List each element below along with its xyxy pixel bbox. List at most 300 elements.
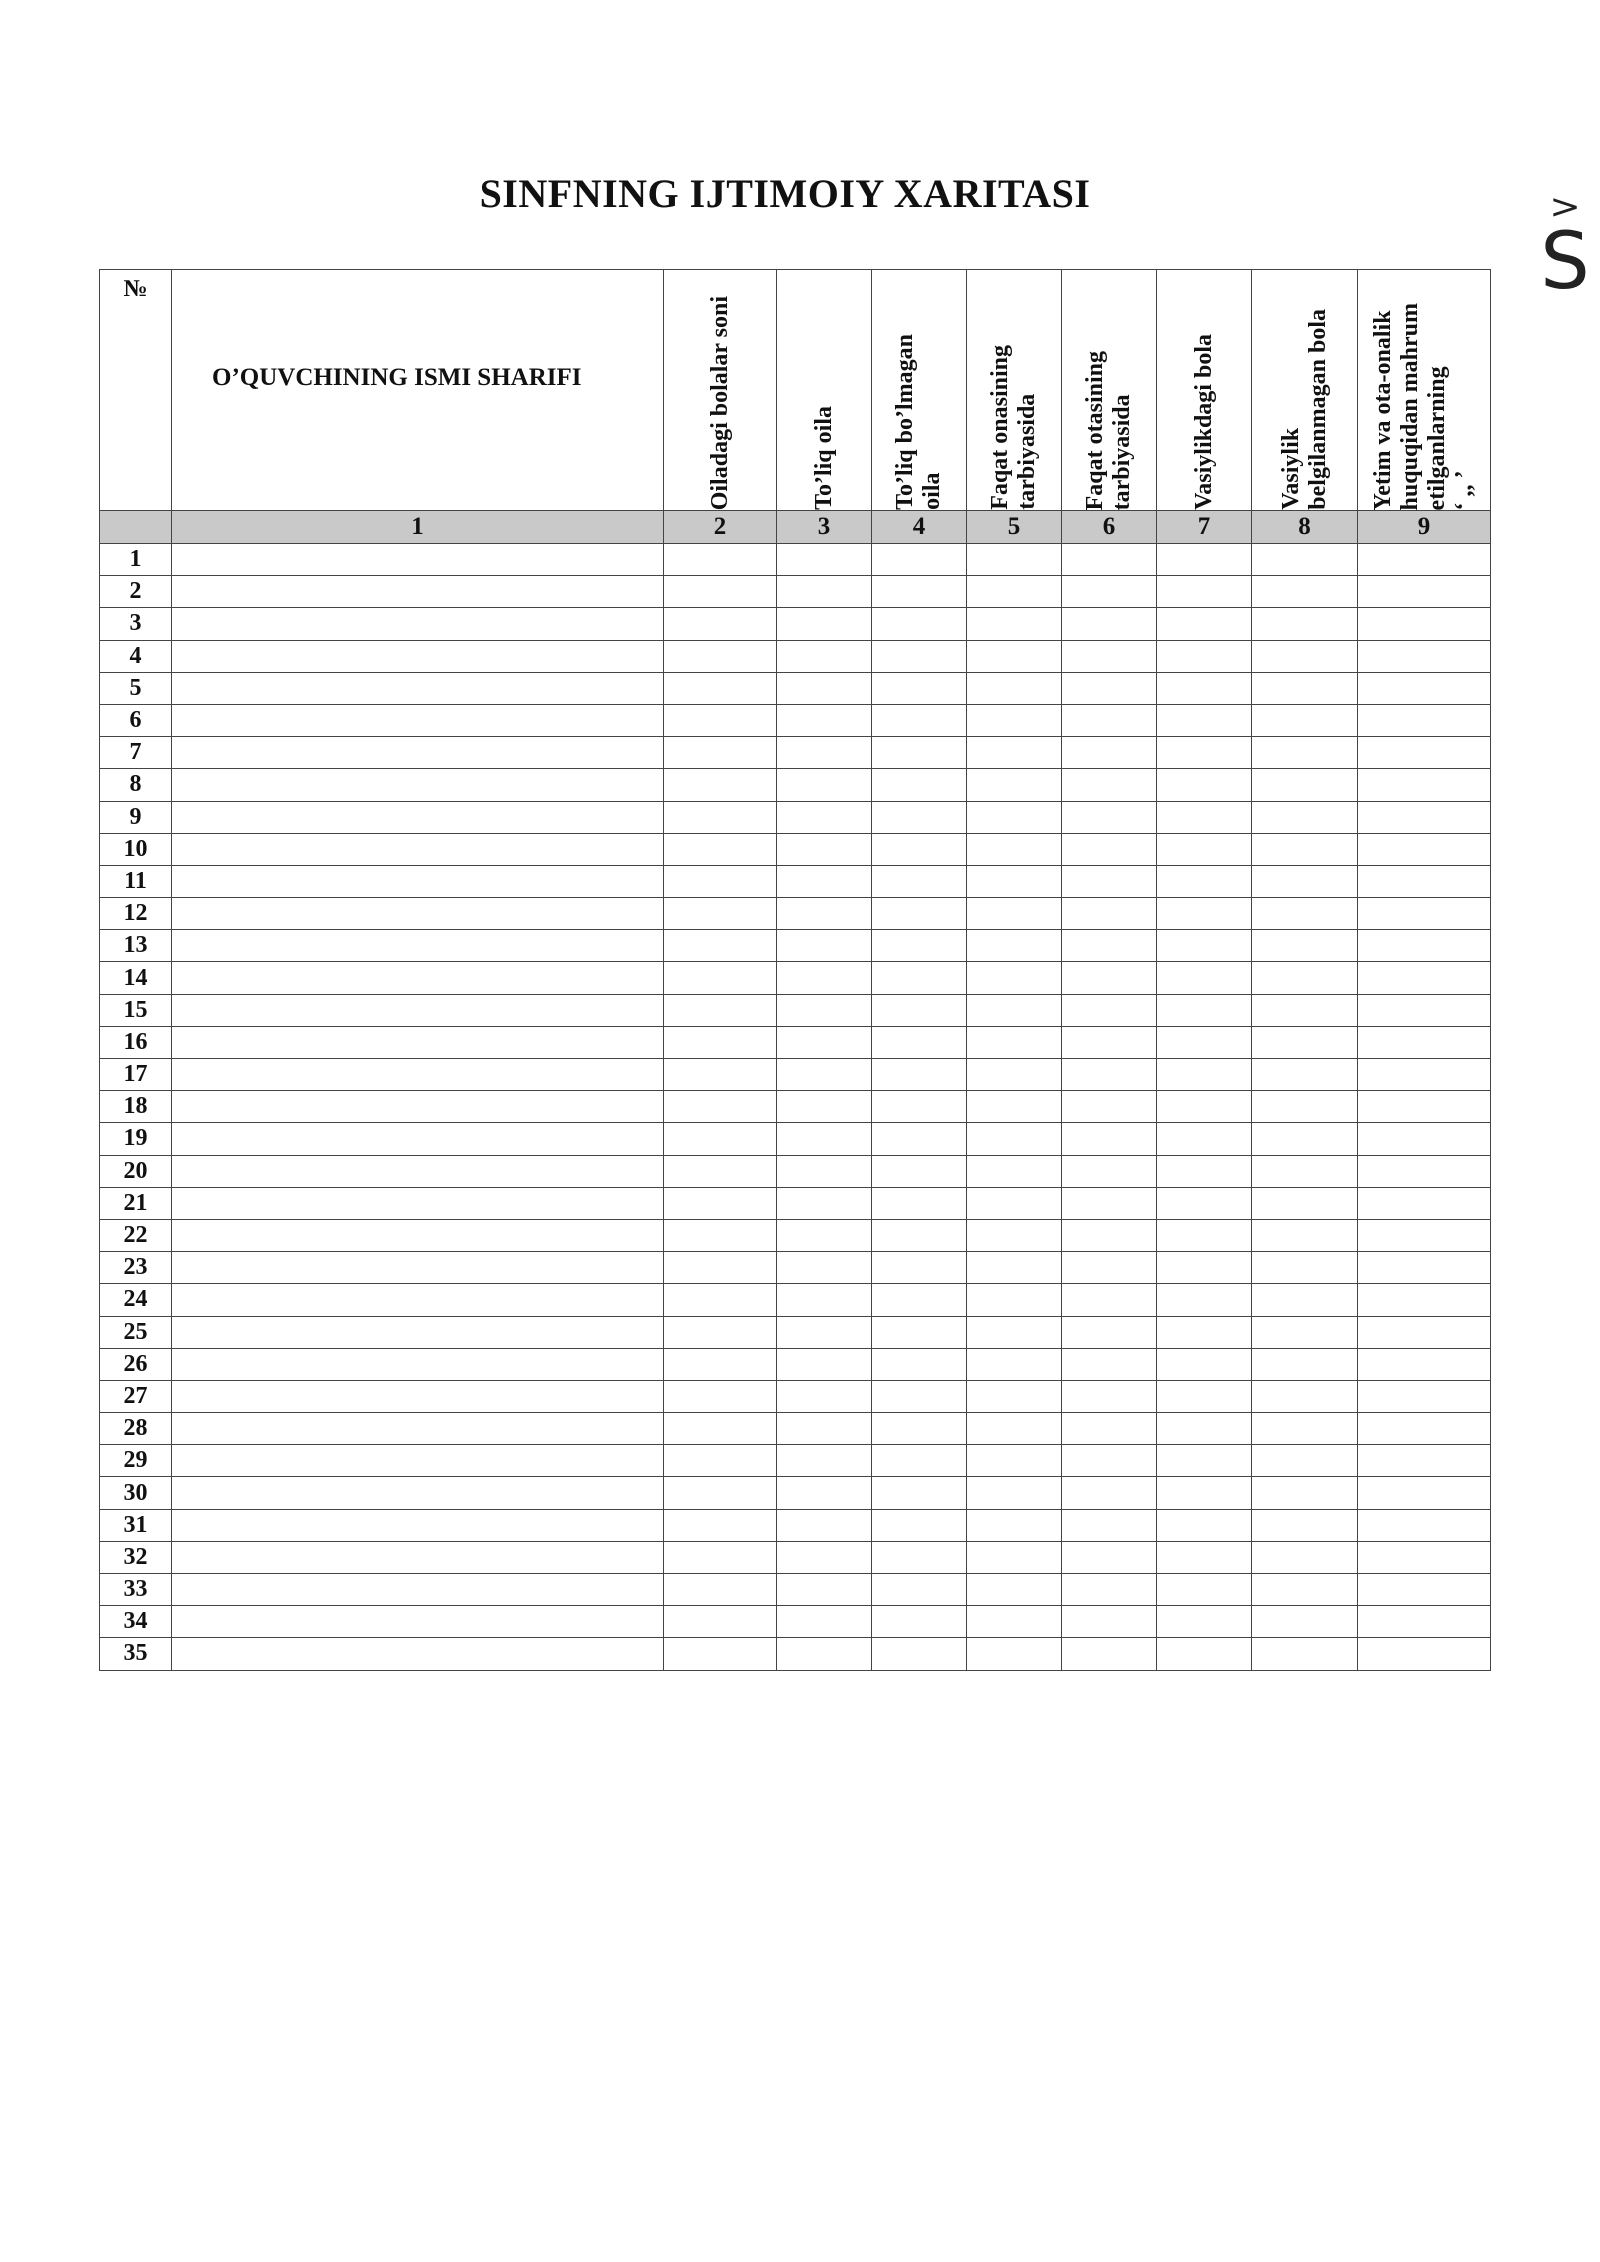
table-cell[interactable] (1157, 833, 1252, 865)
table-cell[interactable] (1252, 1219, 1358, 1251)
table-cell[interactable] (872, 801, 967, 833)
table-cell[interactable] (872, 1413, 967, 1445)
table-cell[interactable] (777, 833, 872, 865)
table-cell[interactable] (1062, 1445, 1157, 1477)
student-name-cell[interactable] (172, 1445, 664, 1477)
table-cell[interactable] (777, 544, 872, 576)
table-cell[interactable] (1358, 1284, 1491, 1316)
table-cell[interactable] (1252, 1445, 1358, 1477)
table-cell[interactable] (872, 962, 967, 994)
table-cell[interactable] (1062, 737, 1157, 769)
table-cell[interactable] (777, 672, 872, 704)
table-cell[interactable] (1252, 898, 1358, 930)
table-cell[interactable] (777, 576, 872, 608)
table-cell[interactable] (967, 1252, 1062, 1284)
table-cell[interactable] (777, 1413, 872, 1445)
table-cell[interactable] (1157, 1541, 1252, 1573)
table-cell[interactable] (967, 1509, 1062, 1541)
table-cell[interactable] (1252, 769, 1358, 801)
student-name-cell[interactable] (172, 930, 664, 962)
table-cell[interactable] (1062, 1477, 1157, 1509)
table-cell[interactable] (872, 1252, 967, 1284)
student-name-cell[interactable] (172, 544, 664, 576)
table-cell[interactable] (872, 1509, 967, 1541)
table-cell[interactable] (1252, 1541, 1358, 1573)
table-cell[interactable] (872, 704, 967, 736)
table-cell[interactable] (1252, 1187, 1358, 1219)
table-cell[interactable] (1157, 1316, 1252, 1348)
table-cell[interactable] (1358, 994, 1491, 1026)
table-cell[interactable] (664, 704, 777, 736)
student-name-cell[interactable] (172, 1638, 664, 1670)
student-name-cell[interactable] (172, 1123, 664, 1155)
table-cell[interactable] (1062, 898, 1157, 930)
table-cell[interactable] (872, 1445, 967, 1477)
table-cell[interactable] (1157, 1509, 1252, 1541)
table-cell[interactable] (1358, 1091, 1491, 1123)
table-cell[interactable] (1358, 1509, 1491, 1541)
table-cell[interactable] (1358, 704, 1491, 736)
table-cell[interactable] (664, 1477, 777, 1509)
table-cell[interactable] (1252, 1574, 1358, 1606)
table-cell[interactable] (777, 1509, 872, 1541)
table-cell[interactable] (872, 1187, 967, 1219)
table-cell[interactable] (1358, 640, 1491, 672)
table-cell[interactable] (777, 1348, 872, 1380)
table-cell[interactable] (1157, 1284, 1252, 1316)
student-name-cell[interactable] (172, 608, 664, 640)
table-cell[interactable] (664, 1059, 777, 1091)
table-cell[interactable] (967, 608, 1062, 640)
student-name-cell[interactable] (172, 1574, 664, 1606)
table-cell[interactable] (664, 865, 777, 897)
table-cell[interactable] (1062, 1284, 1157, 1316)
table-cell[interactable] (1157, 1380, 1252, 1412)
table-cell[interactable] (1252, 672, 1358, 704)
student-name-cell[interactable] (172, 801, 664, 833)
table-cell[interactable] (1252, 1509, 1358, 1541)
table-cell[interactable] (967, 769, 1062, 801)
table-cell[interactable] (777, 1284, 872, 1316)
table-cell[interactable] (1358, 672, 1491, 704)
table-cell[interactable] (664, 1606, 777, 1638)
table-cell[interactable] (1157, 1638, 1252, 1670)
table-cell[interactable] (664, 1445, 777, 1477)
table-cell[interactable] (967, 704, 1062, 736)
table-cell[interactable] (1358, 962, 1491, 994)
table-cell[interactable] (967, 1445, 1062, 1477)
table-cell[interactable] (777, 1026, 872, 1058)
table-cell[interactable] (1157, 1155, 1252, 1187)
table-cell[interactable] (967, 1606, 1062, 1638)
table-cell[interactable] (1252, 1348, 1358, 1380)
table-cell[interactable] (664, 1574, 777, 1606)
table-cell[interactable] (872, 1059, 967, 1091)
table-cell[interactable] (664, 1091, 777, 1123)
table-cell[interactable] (872, 1380, 967, 1412)
table-cell[interactable] (1358, 1155, 1491, 1187)
student-name-cell[interactable] (172, 737, 664, 769)
table-cell[interactable] (1358, 1413, 1491, 1445)
table-cell[interactable] (967, 737, 1062, 769)
table-cell[interactable] (1062, 1026, 1157, 1058)
table-cell[interactable] (1157, 544, 1252, 576)
table-cell[interactable] (967, 1155, 1062, 1187)
table-cell[interactable] (967, 1187, 1062, 1219)
table-cell[interactable] (1252, 1059, 1358, 1091)
table-cell[interactable] (1062, 1187, 1157, 1219)
student-name-cell[interactable] (172, 865, 664, 897)
table-cell[interactable] (1157, 1252, 1252, 1284)
table-cell[interactable] (664, 640, 777, 672)
table-cell[interactable] (1157, 608, 1252, 640)
table-cell[interactable] (1062, 769, 1157, 801)
table-cell[interactable] (1358, 1252, 1491, 1284)
table-cell[interactable] (967, 544, 1062, 576)
table-cell[interactable] (664, 1219, 777, 1251)
student-name-cell[interactable] (172, 1541, 664, 1573)
table-cell[interactable] (1157, 994, 1252, 1026)
table-cell[interactable] (1157, 801, 1252, 833)
table-cell[interactable] (967, 640, 1062, 672)
table-cell[interactable] (777, 1541, 872, 1573)
student-name-cell[interactable] (172, 1187, 664, 1219)
table-cell[interactable] (777, 801, 872, 833)
table-cell[interactable] (1157, 962, 1252, 994)
table-cell[interactable] (967, 1284, 1062, 1316)
student-name-cell[interactable] (172, 833, 664, 865)
table-cell[interactable] (1157, 1574, 1252, 1606)
table-cell[interactable] (1252, 930, 1358, 962)
table-cell[interactable] (1062, 1606, 1157, 1638)
table-cell[interactable] (872, 1026, 967, 1058)
table-cell[interactable] (872, 994, 967, 1026)
table-cell[interactable] (1157, 1219, 1252, 1251)
table-cell[interactable] (967, 1316, 1062, 1348)
table-cell[interactable] (1252, 1413, 1358, 1445)
table-cell[interactable] (1252, 704, 1358, 736)
table-cell[interactable] (1252, 1123, 1358, 1155)
table-cell[interactable] (872, 1284, 967, 1316)
table-cell[interactable] (1358, 1541, 1491, 1573)
table-cell[interactable] (967, 1219, 1062, 1251)
table-cell[interactable] (872, 1606, 967, 1638)
table-cell[interactable] (1062, 1316, 1157, 1348)
table-cell[interactable] (777, 1316, 872, 1348)
table-cell[interactable] (1157, 737, 1252, 769)
student-name-cell[interactable] (172, 898, 664, 930)
table-cell[interactable] (1358, 1059, 1491, 1091)
table-cell[interactable] (967, 930, 1062, 962)
table-cell[interactable] (872, 1155, 967, 1187)
table-cell[interactable] (777, 1091, 872, 1123)
table-cell[interactable] (967, 833, 1062, 865)
table-cell[interactable] (967, 994, 1062, 1026)
table-cell[interactable] (1062, 801, 1157, 833)
table-cell[interactable] (1157, 1606, 1252, 1638)
table-cell[interactable] (777, 640, 872, 672)
table-cell[interactable] (664, 833, 777, 865)
table-cell[interactable] (664, 769, 777, 801)
student-name-cell[interactable] (172, 1606, 664, 1638)
table-cell[interactable] (664, 1026, 777, 1058)
table-cell[interactable] (664, 544, 777, 576)
table-cell[interactable] (777, 1477, 872, 1509)
table-cell[interactable] (777, 1059, 872, 1091)
student-name-cell[interactable] (172, 1252, 664, 1284)
table-cell[interactable] (1157, 1348, 1252, 1380)
table-cell[interactable] (1062, 640, 1157, 672)
table-cell[interactable] (664, 1638, 777, 1670)
table-cell[interactable] (1157, 640, 1252, 672)
table-cell[interactable] (1358, 544, 1491, 576)
table-cell[interactable] (664, 1509, 777, 1541)
table-cell[interactable] (1252, 1284, 1358, 1316)
student-name-cell[interactable] (172, 640, 664, 672)
table-cell[interactable] (872, 1348, 967, 1380)
table-cell[interactable] (872, 544, 967, 576)
table-cell[interactable] (1358, 1316, 1491, 1348)
table-cell[interactable] (872, 576, 967, 608)
table-cell[interactable] (1252, 1638, 1358, 1670)
table-cell[interactable] (872, 930, 967, 962)
table-cell[interactable] (967, 1477, 1062, 1509)
table-cell[interactable] (1062, 576, 1157, 608)
table-cell[interactable] (872, 1638, 967, 1670)
table-cell[interactable] (1358, 737, 1491, 769)
table-cell[interactable] (1358, 833, 1491, 865)
table-cell[interactable] (967, 672, 1062, 704)
student-name-cell[interactable] (172, 1219, 664, 1251)
table-cell[interactable] (777, 1380, 872, 1412)
table-cell[interactable] (777, 737, 872, 769)
table-cell[interactable] (1252, 737, 1358, 769)
table-cell[interactable] (872, 1316, 967, 1348)
table-cell[interactable] (1157, 930, 1252, 962)
table-cell[interactable] (1358, 930, 1491, 962)
student-name-cell[interactable] (172, 672, 664, 704)
table-cell[interactable] (967, 1059, 1062, 1091)
table-cell[interactable] (1358, 576, 1491, 608)
table-cell[interactable] (664, 737, 777, 769)
table-cell[interactable] (777, 1638, 872, 1670)
table-cell[interactable] (777, 930, 872, 962)
table-cell[interactable] (1157, 1026, 1252, 1058)
table-cell[interactable] (1252, 640, 1358, 672)
table-cell[interactable] (872, 1091, 967, 1123)
student-name-cell[interactable] (172, 1348, 664, 1380)
table-cell[interactable] (1062, 1509, 1157, 1541)
table-cell[interactable] (967, 1574, 1062, 1606)
table-cell[interactable] (1062, 672, 1157, 704)
table-cell[interactable] (872, 1574, 967, 1606)
table-cell[interactable] (1062, 962, 1157, 994)
table-cell[interactable] (1358, 1123, 1491, 1155)
table-cell[interactable] (777, 898, 872, 930)
table-cell[interactable] (1252, 1606, 1358, 1638)
table-cell[interactable] (664, 1348, 777, 1380)
table-cell[interactable] (664, 1316, 777, 1348)
table-cell[interactable] (1062, 1123, 1157, 1155)
table-cell[interactable] (967, 1541, 1062, 1573)
table-cell[interactable] (1062, 833, 1157, 865)
student-name-cell[interactable] (172, 1509, 664, 1541)
table-cell[interactable] (967, 1348, 1062, 1380)
table-cell[interactable] (1252, 1252, 1358, 1284)
student-name-cell[interactable] (172, 962, 664, 994)
table-cell[interactable] (872, 833, 967, 865)
table-cell[interactable] (777, 1219, 872, 1251)
student-name-cell[interactable] (172, 1284, 664, 1316)
table-cell[interactable] (1062, 865, 1157, 897)
table-cell[interactable] (967, 1380, 1062, 1412)
table-cell[interactable] (1358, 1026, 1491, 1058)
table-cell[interactable] (1358, 769, 1491, 801)
student-name-cell[interactable] (172, 994, 664, 1026)
table-cell[interactable] (1252, 1380, 1358, 1412)
table-cell[interactable] (777, 769, 872, 801)
table-cell[interactable] (664, 608, 777, 640)
table-cell[interactable] (1157, 1413, 1252, 1445)
table-cell[interactable] (1157, 1187, 1252, 1219)
student-name-cell[interactable] (172, 1477, 664, 1509)
table-cell[interactable] (1252, 833, 1358, 865)
table-cell[interactable] (1358, 801, 1491, 833)
table-cell[interactable] (967, 962, 1062, 994)
table-cell[interactable] (872, 1477, 967, 1509)
table-cell[interactable] (777, 865, 872, 897)
table-cell[interactable] (872, 1219, 967, 1251)
table-cell[interactable] (664, 1252, 777, 1284)
table-cell[interactable] (872, 737, 967, 769)
table-cell[interactable] (1252, 801, 1358, 833)
table-cell[interactable] (967, 1091, 1062, 1123)
table-cell[interactable] (664, 576, 777, 608)
table-cell[interactable] (872, 1123, 967, 1155)
table-cell[interactable] (1062, 1413, 1157, 1445)
table-cell[interactable] (664, 962, 777, 994)
table-cell[interactable] (1358, 898, 1491, 930)
table-cell[interactable] (872, 1541, 967, 1573)
table-cell[interactable] (664, 898, 777, 930)
table-cell[interactable] (777, 1252, 872, 1284)
table-cell[interactable] (872, 640, 967, 672)
table-cell[interactable] (664, 1284, 777, 1316)
table-cell[interactable] (1062, 1252, 1157, 1284)
table-cell[interactable] (1358, 1477, 1491, 1509)
table-cell[interactable] (664, 994, 777, 1026)
student-name-cell[interactable] (172, 1316, 664, 1348)
table-cell[interactable] (777, 1606, 872, 1638)
table-cell[interactable] (1358, 1219, 1491, 1251)
table-cell[interactable] (1062, 1059, 1157, 1091)
table-cell[interactable] (1157, 865, 1252, 897)
table-cell[interactable] (967, 1123, 1062, 1155)
table-cell[interactable] (1157, 576, 1252, 608)
table-cell[interactable] (1358, 1574, 1491, 1606)
table-cell[interactable] (1358, 865, 1491, 897)
table-cell[interactable] (1157, 898, 1252, 930)
table-cell[interactable] (967, 898, 1062, 930)
table-cell[interactable] (664, 1541, 777, 1573)
student-name-cell[interactable] (172, 1413, 664, 1445)
table-cell[interactable] (1252, 1477, 1358, 1509)
table-cell[interactable] (1062, 1155, 1157, 1187)
table-cell[interactable] (1157, 672, 1252, 704)
table-cell[interactable] (1062, 1574, 1157, 1606)
table-cell[interactable] (1252, 544, 1358, 576)
table-cell[interactable] (1252, 1316, 1358, 1348)
table-cell[interactable] (1062, 1380, 1157, 1412)
table-cell[interactable] (777, 962, 872, 994)
table-cell[interactable] (967, 1413, 1062, 1445)
table-cell[interactable] (1358, 1187, 1491, 1219)
table-cell[interactable] (967, 576, 1062, 608)
table-cell[interactable] (1358, 1348, 1491, 1380)
table-cell[interactable] (664, 672, 777, 704)
table-cell[interactable] (664, 1187, 777, 1219)
table-cell[interactable] (777, 994, 872, 1026)
table-cell[interactable] (1252, 576, 1358, 608)
table-cell[interactable] (1062, 994, 1157, 1026)
table-cell[interactable] (872, 865, 967, 897)
table-cell[interactable] (1062, 1091, 1157, 1123)
table-cell[interactable] (1157, 1123, 1252, 1155)
table-cell[interactable] (664, 930, 777, 962)
student-name-cell[interactable] (172, 1026, 664, 1058)
table-cell[interactable] (664, 1380, 777, 1412)
table-cell[interactable] (872, 608, 967, 640)
table-cell[interactable] (967, 801, 1062, 833)
table-cell[interactable] (1358, 1445, 1491, 1477)
table-cell[interactable] (1358, 608, 1491, 640)
table-cell[interactable] (1252, 994, 1358, 1026)
student-name-cell[interactable] (172, 1059, 664, 1091)
table-cell[interactable] (664, 801, 777, 833)
student-name-cell[interactable] (172, 1380, 664, 1412)
student-name-cell[interactable] (172, 1091, 664, 1123)
table-cell[interactable] (1157, 1059, 1252, 1091)
table-cell[interactable] (777, 1445, 872, 1477)
table-cell[interactable] (1157, 1477, 1252, 1509)
table-cell[interactable] (1157, 769, 1252, 801)
table-cell[interactable] (1252, 962, 1358, 994)
table-cell[interactable] (1358, 1606, 1491, 1638)
table-cell[interactable] (1062, 1541, 1157, 1573)
table-cell[interactable] (664, 1155, 777, 1187)
table-cell[interactable] (872, 672, 967, 704)
table-cell[interactable] (777, 1123, 872, 1155)
table-cell[interactable] (1157, 1445, 1252, 1477)
table-cell[interactable] (1062, 1219, 1157, 1251)
table-cell[interactable] (1062, 544, 1157, 576)
table-cell[interactable] (967, 1638, 1062, 1670)
table-cell[interactable] (1252, 1091, 1358, 1123)
table-cell[interactable] (777, 1155, 872, 1187)
table-cell[interactable] (777, 608, 872, 640)
table-cell[interactable] (777, 1574, 872, 1606)
table-cell[interactable] (1157, 704, 1252, 736)
table-cell[interactable] (1252, 1155, 1358, 1187)
student-name-cell[interactable] (172, 704, 664, 736)
table-cell[interactable] (1157, 1091, 1252, 1123)
student-name-cell[interactable] (172, 576, 664, 608)
table-cell[interactable] (777, 704, 872, 736)
table-cell[interactable] (1358, 1380, 1491, 1412)
student-name-cell[interactable] (172, 769, 664, 801)
student-name-cell[interactable] (172, 1155, 664, 1187)
table-cell[interactable] (1252, 608, 1358, 640)
